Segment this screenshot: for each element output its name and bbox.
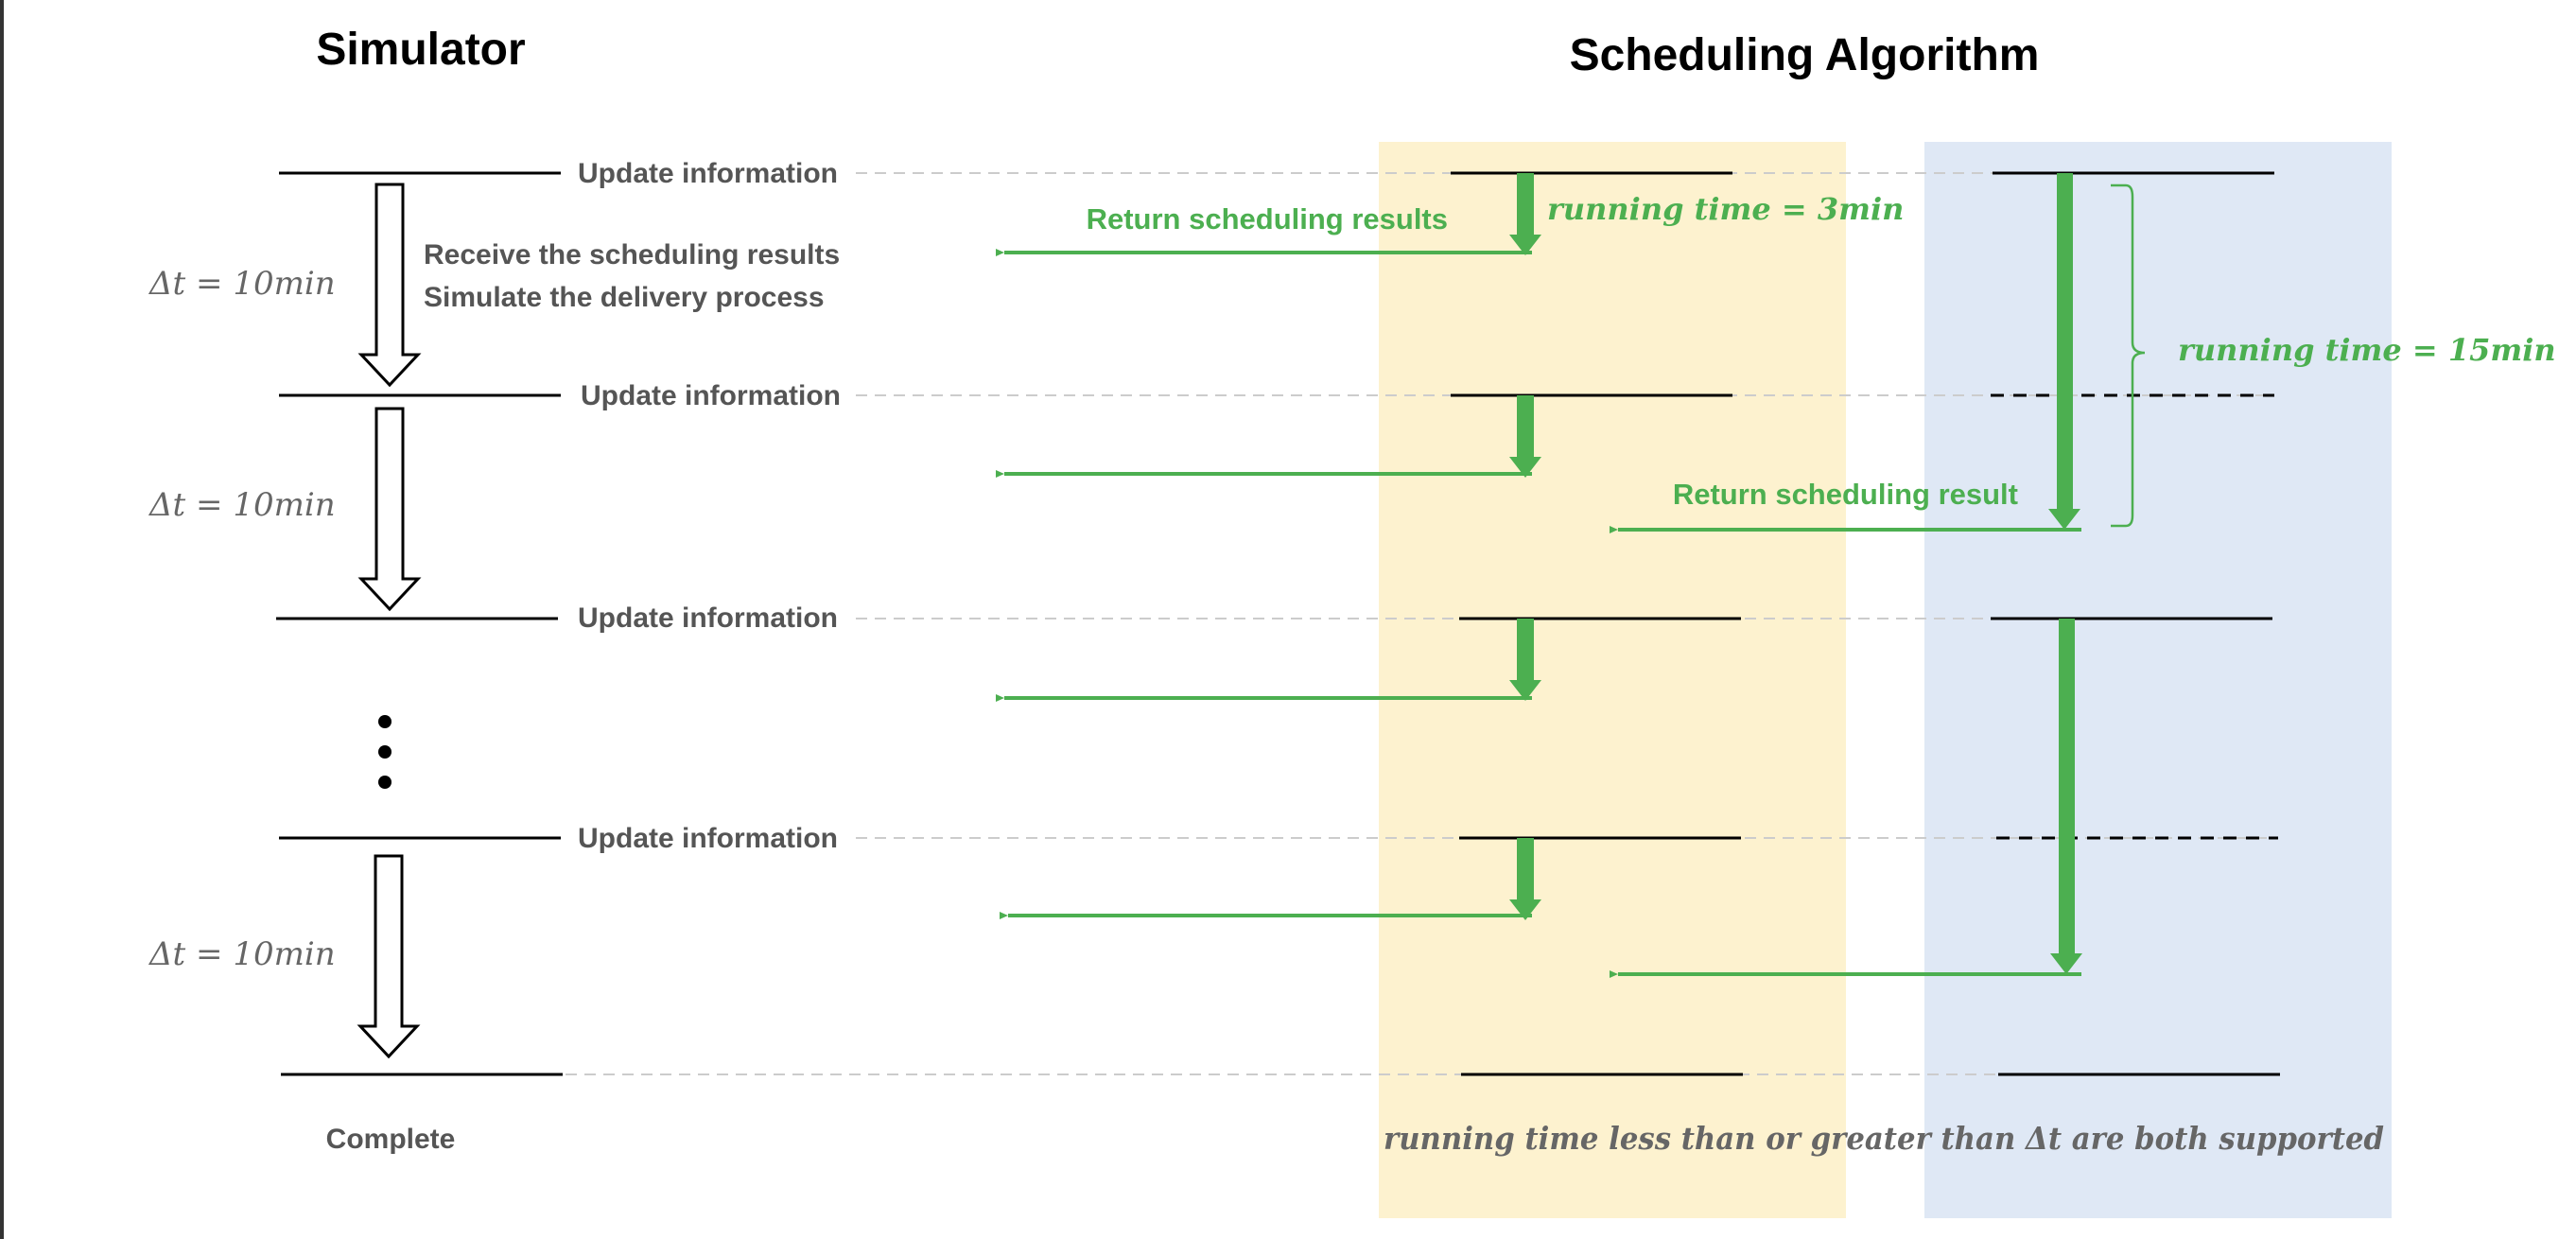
ellipsis-dot-3 xyxy=(378,776,392,789)
simulate-process-text: Simulate the delivery process xyxy=(424,282,825,313)
ellipsis-dots xyxy=(378,715,392,789)
return-results-label: Return scheduling results xyxy=(1086,202,1448,236)
receive-results-text: Receive the scheduling results xyxy=(424,239,841,270)
long-running-time-label: running time = 15min xyxy=(2178,332,2556,368)
delta-t-label-2: Δt = 10min xyxy=(149,486,336,524)
complete-label: Complete xyxy=(325,1124,456,1155)
step-arrow-2 xyxy=(361,409,418,609)
return-result-label: Return scheduling result xyxy=(1672,478,2018,511)
window-border xyxy=(0,0,4,1239)
step-arrow-1 xyxy=(361,184,418,385)
runtime-support-note: running time less than or greater than Δt are both supported xyxy=(1384,1120,2384,1157)
short-runtime-panel xyxy=(1379,142,1846,1218)
ellipsis-dot-1 xyxy=(378,715,392,728)
update-label-4: Update information xyxy=(578,823,838,854)
short-running-time-label: running time = 3min xyxy=(1547,191,1905,227)
scheduler-title: Scheduling Algorithm xyxy=(1569,30,2040,80)
step-arrow-3 xyxy=(360,856,417,1056)
simulator-title: Simulator xyxy=(316,25,526,75)
delta-t-label-3: Δt = 10min xyxy=(149,935,336,973)
update-label-1: Update information xyxy=(578,158,838,189)
long-runtime-panel xyxy=(1924,142,2392,1218)
update-label-2: Update information xyxy=(581,380,841,411)
delta-t-label-1: Δt = 10min xyxy=(149,265,336,303)
simulation-step-arrows xyxy=(360,184,418,1056)
update-label-3: Update information xyxy=(578,602,838,634)
ellipsis-dot-2 xyxy=(378,745,392,759)
